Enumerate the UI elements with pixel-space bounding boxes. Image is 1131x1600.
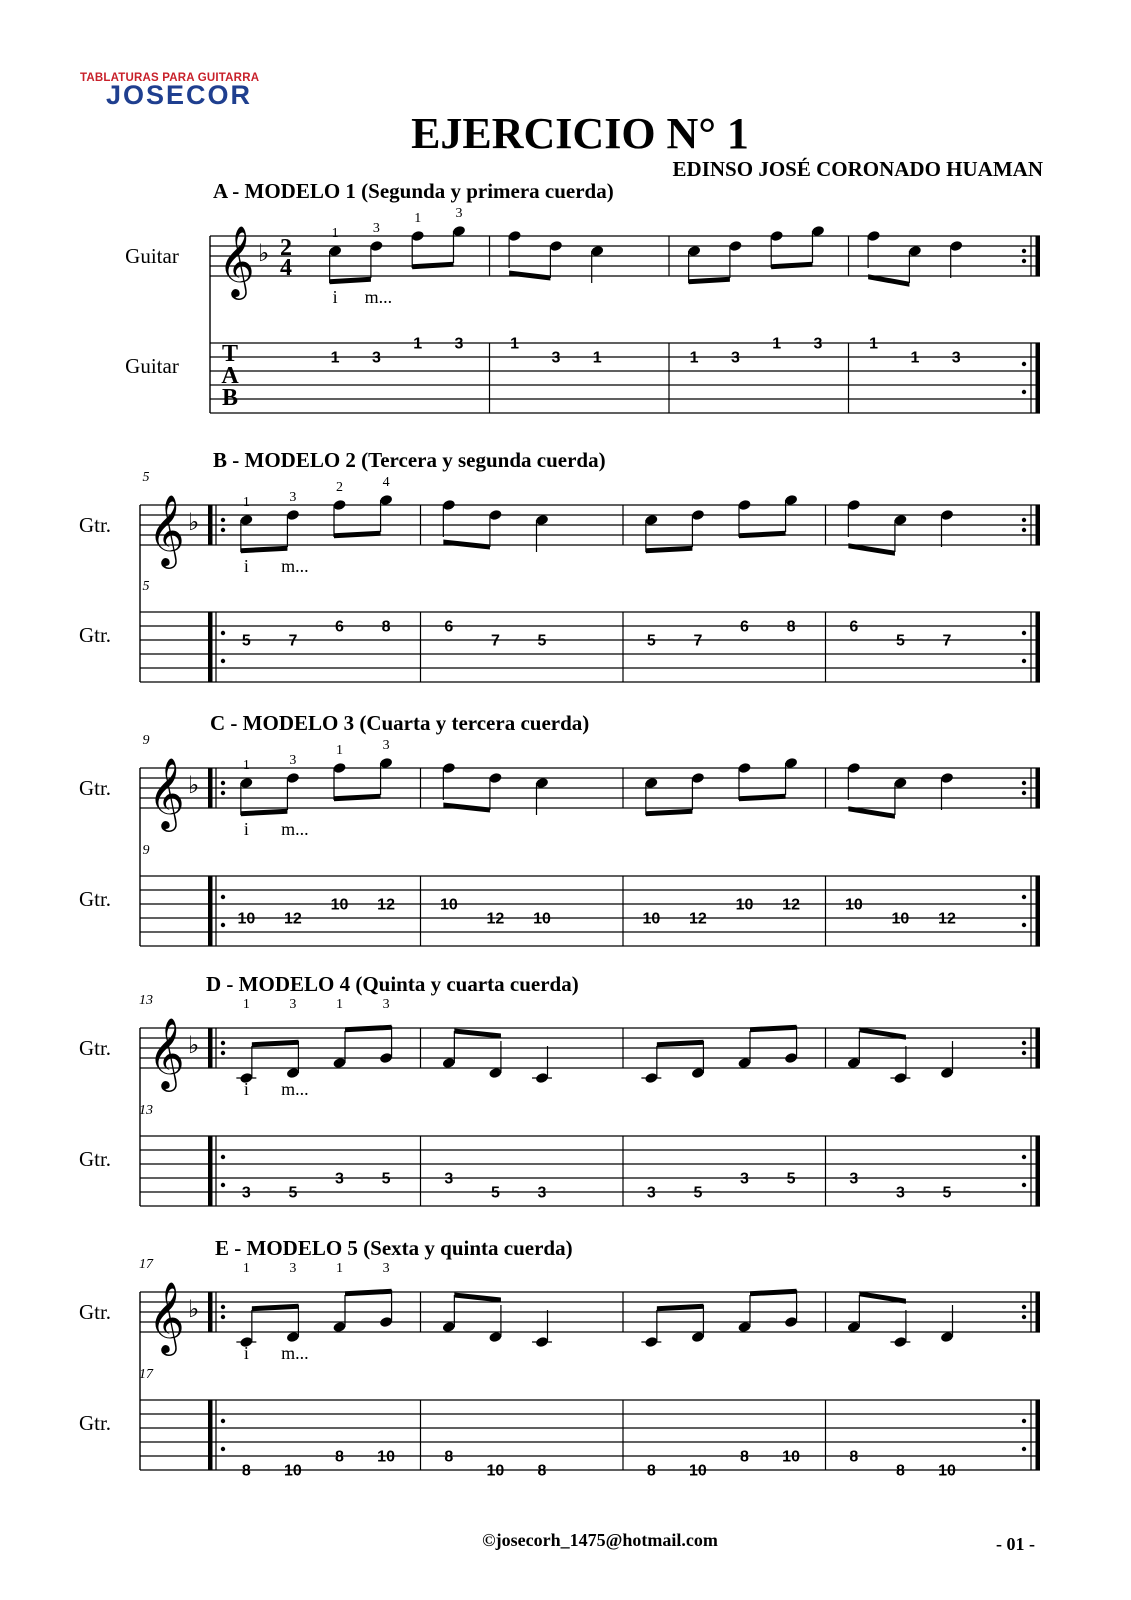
tab-fret-number: 8 [444,1448,454,1466]
tab-fret-number: 3 [371,349,381,367]
beam [750,1025,797,1033]
pluck-mark-i: i [243,1079,249,1099]
repeat-end-thick-bar [1036,876,1041,946]
tab-fret-number: 3 [730,349,740,367]
repeat-end-thick-bar [1036,505,1041,545]
repeat-end-thick-bar [1036,1292,1041,1332]
tab-fret-number: 5 [895,632,905,650]
repeat-dot [1022,631,1026,635]
tab-fret-number: 10 [844,896,863,914]
repeat-end-thick-bar [1036,1400,1041,1470]
tab-fret-number: 8 [849,1448,859,1466]
beam [330,277,371,285]
repeat-dot [1022,390,1026,394]
beam [345,1025,392,1033]
tab-fret-number: 12 [284,910,302,928]
beam [443,540,490,550]
logo-subtitle: TABLATURAS PARA GUITARRA [80,72,260,84]
tab-fret-number: 8 [537,1462,547,1480]
exercise-heading: B - MODELO 2 (Tercera y segunda cuerda) [213,448,606,472]
fingering-number: 3 [382,738,390,753]
instrument-label: Gtr. [78,1300,112,1324]
tab-fret-number: 3 [335,1170,344,1188]
repeat-dot [221,1183,225,1187]
beam [454,1029,501,1039]
logo-title: JOSECOR [106,80,253,110]
repeat-end-thick-bar [1036,1028,1041,1068]
bar-number: 5 [142,579,150,594]
tab-fret-number: 5 [646,632,656,650]
beam [750,1289,797,1297]
fingering-number: 4 [382,475,390,490]
exercise-heading: D - MODELO 4 (Quinta y cuarta cuerda) [206,972,579,996]
beam [509,271,550,281]
beam [334,794,381,802]
fingering-number: 1 [336,743,343,758]
exercise-heading: C - MODELO 3 (Cuarta y tercera cuerda) [210,711,590,735]
instrument-label: Guitar [125,244,179,268]
repeat-start-thick-bar [208,1400,213,1470]
tab-fret-number: 1 [772,335,782,353]
fingering-number: 1 [242,495,250,510]
repeat-end-thick-bar [1036,768,1041,808]
repeat-start-thick-bar [208,768,213,808]
tab-fret-number: 12 [689,910,707,928]
beam [252,1040,299,1048]
pluck-mark-m: m... [281,556,309,576]
fingering-number: 1 [336,997,343,1012]
repeat-dot [1022,1419,1026,1423]
tab-letter: T [221,341,239,367]
tab-fret-number: 3 [551,349,561,367]
tab-fret-number: 10 [237,910,256,928]
tab-fret-number: 5 [942,1184,952,1202]
treble-clef-icon: 𝄞 [148,756,185,829]
pluck-mark-i: i [243,556,249,576]
repeat-end-thick-bar [1036,343,1041,413]
flat-icon: ♭ [258,239,270,267]
tab-fret-number: 8 [895,1462,905,1480]
fingering-number: 1 [242,758,250,773]
tab-fret-number: 12 [782,896,800,914]
tab-instrument-label: Gtr. [78,1147,112,1171]
bar-number: 5 [142,470,150,485]
tab-fret-number: 10 [735,896,754,914]
tab-fret-number: 5 [490,1184,500,1202]
repeat-dot [221,791,225,795]
fingering-number: 3 [289,997,297,1012]
tab-fret-number: 7 [490,632,500,650]
repeat-dot [221,1041,225,1045]
tab-fret-number: 5 [786,1170,796,1188]
beam [771,262,812,270]
tab-fret-number: 3 [646,1184,656,1202]
tab-instrument-label: Gtr. [78,887,112,911]
repeat-dot [1022,895,1026,899]
repeat-dot [221,1155,225,1159]
repeat-dot [221,781,225,785]
beam [646,809,693,817]
repeat-dot [1022,259,1026,263]
pluck-mark-m: m... [281,819,309,839]
page-title: EJERCICIO N° 1 [411,109,749,158]
flat-icon: ♭ [188,1031,200,1059]
repeat-dot [1022,518,1026,522]
fingering-number: 3 [289,490,297,505]
footer-email: ©josecorh_1475@hotmail.com [482,1530,718,1550]
tab-fret-number: 3 [537,1184,547,1202]
repeat-start-thick-bar [208,1292,213,1332]
time-signature-bottom: 4 [280,255,292,281]
repeat-start-thick-bar [208,612,213,682]
tab-fret-number: 5 [693,1184,703,1202]
repeat-dot [1022,923,1026,927]
tab-fret-number: 10 [938,1462,956,1480]
tab-fret-number: 8 [335,1448,344,1466]
repeat-dot [1022,659,1026,663]
tab-fret-number: 7 [693,632,703,650]
tab-fret-number: 10 [330,896,349,914]
exercise-heading: A - MODELO 1 (Segunda y primera cuerda) [213,179,614,203]
tab-fret-number: 10 [533,910,551,928]
tab-fret-number: 3 [895,1184,905,1202]
pluck-mark-m: m... [281,1343,309,1363]
tab-fret-number: 8 [740,1448,749,1466]
tab-fret-number: 3 [813,335,823,353]
repeat-start-thick-bar [208,505,213,545]
tab-fret-number: 5 [241,632,251,650]
tab-fret-number: 1 [330,349,340,367]
fingering-number: 3 [455,206,463,221]
repeat-end-thick-bar [1036,236,1041,276]
tab-fret-number: 10 [782,1448,800,1466]
tab-fret-number: 1 [413,335,423,353]
tab-fret-number: 7 [288,632,298,650]
flat-icon: ♭ [188,1295,200,1323]
repeat-dot [221,659,225,663]
fingering-number: 2 [336,480,343,495]
tab-fret-number: 12 [486,910,505,928]
repeat-dot [1022,1155,1026,1159]
tab-fret-number: 10 [689,1462,707,1480]
repeat-dot [1022,791,1026,795]
fingering-number: 3 [289,1261,297,1276]
beam [443,803,490,813]
tab-fret-number: 12 [377,896,395,914]
repeat-dot [221,923,225,927]
fingering-number: 1 [336,1261,343,1276]
pluck-mark-m: m... [281,1079,309,1099]
treble-clef-icon: 𝄞 [218,224,255,297]
tab-fret-number: 12 [938,910,956,928]
tab-letter: A [221,363,239,389]
repeat-dot [1022,362,1026,366]
tab-instrument-label: Gtr. [78,1411,112,1435]
repeat-dot [221,528,225,532]
repeat-dot [1022,1041,1026,1045]
repeat-dot [1022,1051,1026,1055]
repeat-dot [1022,781,1026,785]
tab-fret-number: 3 [454,335,464,353]
beam [657,1304,704,1312]
tab-fret-number: 5 [381,1170,391,1188]
treble-clef-icon: 𝄞 [148,493,185,566]
repeat-end-thick-bar [1036,1136,1041,1206]
bar-number: 17 [139,1367,153,1382]
tab-fret-number: 8 [786,618,796,636]
tab-fret-number: 6 [444,618,454,636]
tab-fret-number: 3 [951,349,961,367]
fingering-number: 3 [372,221,380,236]
time-signature-top: 2 [280,235,292,261]
beam [454,1293,501,1303]
repeat-end-thick-bar [1036,612,1041,682]
tab-fret-number: 5 [537,632,547,650]
tab-fret-number: 3 [849,1170,859,1188]
instrument-label: Gtr. [78,776,112,800]
fingering-number: 3 [382,1261,390,1276]
repeat-dot [1022,249,1026,253]
tab-fret-number: 3 [241,1184,251,1202]
repeat-dot [221,1051,225,1055]
repeat-dot [1022,1305,1026,1309]
tab-fret-number: 10 [284,1462,302,1480]
fingering-number: 3 [382,997,390,1012]
repeat-dot [221,1447,225,1451]
repeat-dot [1022,1447,1026,1451]
repeat-start-thick-bar [208,1136,213,1206]
repeat-dot [221,895,225,899]
fingering-number: 1 [242,1261,250,1276]
beam [689,277,730,285]
beam [739,531,786,539]
beam [646,546,693,554]
tab-instrument-label: Guitar [125,354,179,378]
beam [241,809,288,817]
tab-fret-number: 5 [288,1184,298,1202]
repeat-start-thick-bar [208,1028,213,1068]
fingering-number: 1 [414,211,422,226]
treble-clef-icon: 𝄞 [148,1280,185,1353]
beam [241,546,288,554]
tab-instrument-label: Gtr. [78,623,112,647]
repeat-dot [221,518,225,522]
tab-fret-number: 6 [849,618,859,636]
repeat-dot [221,631,225,635]
tab-fret-number: 7 [942,632,952,650]
tab-fret-number: 6 [335,618,344,636]
repeat-dot [1022,1183,1026,1187]
tab-fret-number: 3 [444,1170,454,1188]
bar-number: 17 [139,1257,153,1272]
tab-fret-number: 10 [486,1462,505,1480]
pluck-mark-i: i [243,1343,249,1363]
pluck-mark-i: i [243,819,249,839]
exercise-heading: E - MODELO 5 (Sexta y quinta cuerda) [215,1236,573,1260]
tab-fret-number: 1 [510,335,520,353]
repeat-dot [1022,528,1026,532]
tab-letter: B [221,385,239,411]
repeat-dot [221,1315,225,1319]
treble-clef-icon: 𝄞 [148,1016,185,1089]
repeat-dot [221,1419,225,1423]
tab-fret-number: 10 [642,910,661,928]
instrument-label: Gtr. [78,1036,112,1060]
author-name: EDINSO JOSÉ CORONADO HUAMAN [672,157,1043,181]
tab-fret-number: 1 [689,349,699,367]
flat-icon: ♭ [188,508,200,536]
beam [334,531,381,539]
tab-fret-number: 10 [377,1448,395,1466]
bar-number: 9 [142,843,150,858]
fingering-number: 3 [289,753,297,768]
tab-fret-number: 6 [740,618,749,636]
page-number: - 01 - [996,1534,1035,1554]
beam [412,262,453,270]
tab-fret-number: 1 [869,335,879,353]
tab-fret-number: 3 [740,1170,749,1188]
beam [657,1040,704,1048]
repeat-dot [221,1305,225,1309]
beam [252,1304,299,1312]
beam [345,1289,392,1297]
tab-fret-number: 8 [381,618,391,636]
bar-number: 13 [139,993,153,1008]
fingering-number: 1 [242,997,250,1012]
beam [739,794,786,802]
bar-number: 9 [142,733,150,748]
pluck-mark-i: i [332,287,338,307]
tab-fret-number: 10 [439,896,458,914]
repeat-dot [1022,1315,1026,1319]
pluck-mark-m: m... [364,287,393,307]
tab-fret-number: 1 [592,349,602,367]
tab-fret-number: 10 [891,910,910,928]
tab-fret-number: 8 [646,1462,656,1480]
bar-number: 13 [139,1103,153,1118]
repeat-start-thick-bar [208,876,213,946]
fingering-number: 1 [331,226,339,241]
instrument-label: Gtr. [78,513,112,537]
tab-fret-number: 8 [241,1462,251,1480]
tab-fret-number: 1 [910,349,920,367]
flat-icon: ♭ [188,771,200,799]
